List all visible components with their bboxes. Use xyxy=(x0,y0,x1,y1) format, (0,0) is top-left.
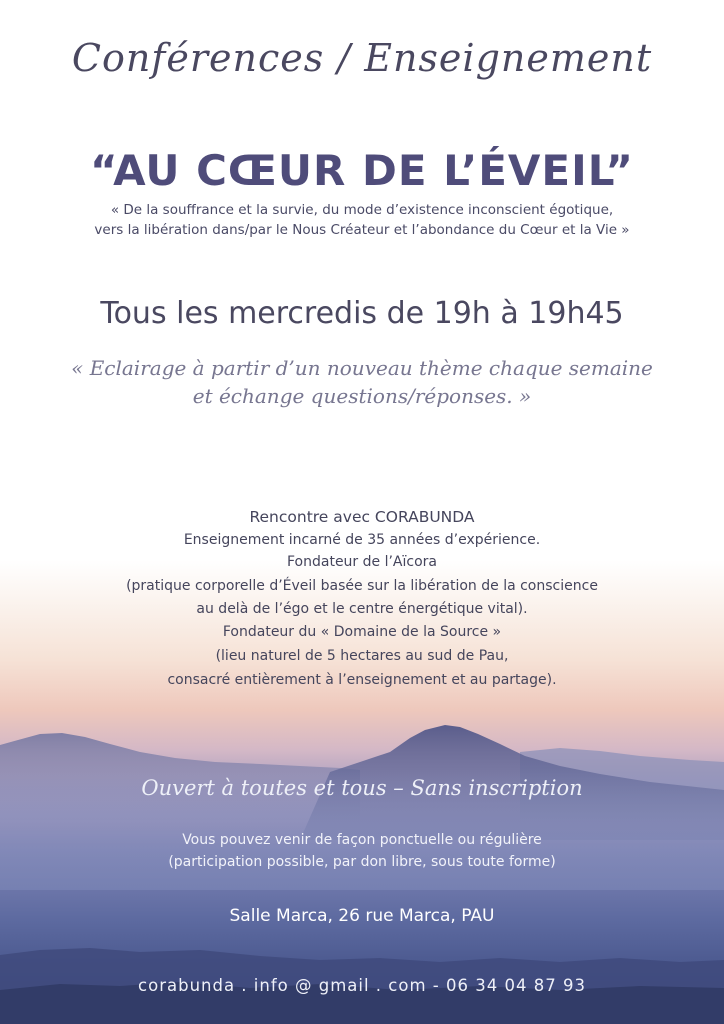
bio-title: Rencontre avec CORABUNDA xyxy=(249,508,475,526)
subtitle-line-1: « De la souffrance et la survie, du mode d’existence inconscient égotique, xyxy=(110,202,614,218)
page-title: “AU CŒUR DE L’ÉVEIL” xyxy=(89,146,635,195)
contact-info: corabunda . info @ gmail . com - 06 34 04 87 93 xyxy=(138,976,586,995)
bio-line-1: Enseignement incarné de 35 années d’expérience. xyxy=(183,532,541,548)
theme-line-2: et échange questions/réponses. » xyxy=(192,384,532,408)
open-to-all-text: Ouvert à toutes et tous – Sans inscription xyxy=(141,776,583,800)
bio-line-5: Fondateur du « Domaine de la Source » xyxy=(222,624,502,640)
bio-line-6: (lieu naturel de 5 hectares au sud de Pau, xyxy=(215,648,509,664)
bio-line-2: Fondateur de l’Aïcora xyxy=(287,554,437,570)
bio-line-3: (pratique corporelle d’Éveil basée sur la libération de la conscience xyxy=(126,578,598,594)
schedule-text: Tous les mercredis de 19h à 19h45 xyxy=(100,296,624,331)
bio-line-4: au delà de l’égo et le centre énergétique vital). xyxy=(196,601,528,617)
visit-line-2: (participation possible, par don libre, sous toute forme) xyxy=(168,854,556,870)
subtitle-line-2: vers la libération dans/par le Nous Créateur et l’abondance du Cœur et la Vie » xyxy=(94,222,630,238)
theme-line-1: « Eclairage à partir d’un nouveau thème chaque semaine xyxy=(71,356,653,380)
page-heading: Conférences / Enseignement xyxy=(71,36,653,80)
visit-line-1: Vous pouvez venir de façon ponctuelle ou régulière xyxy=(182,832,542,848)
venue-address: Salle Marca, 26 rue Marca, PAU xyxy=(229,906,495,926)
bio-line-7: consacré entièrement à l’enseignement et au partage). xyxy=(167,672,557,688)
